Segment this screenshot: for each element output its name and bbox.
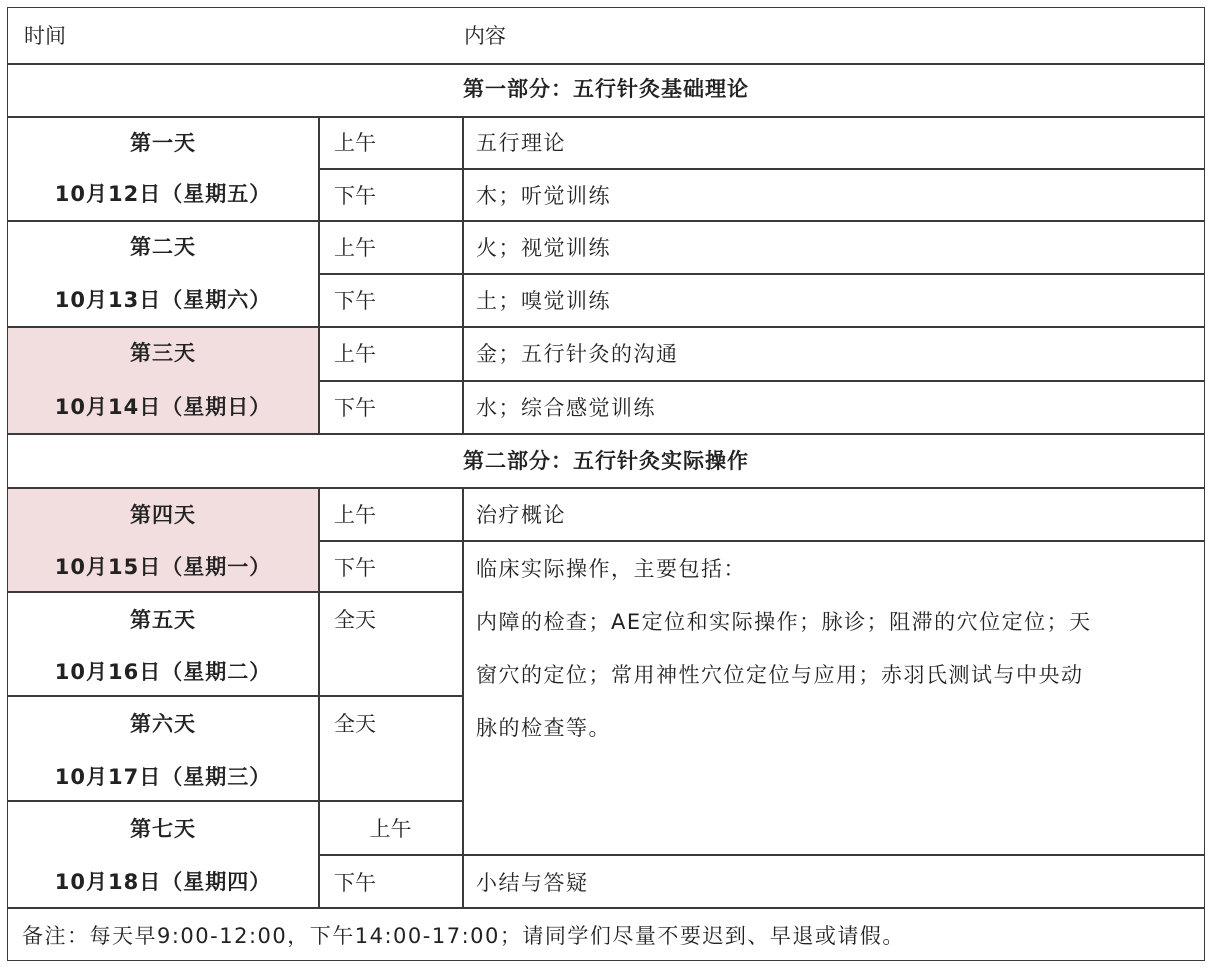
day-date: 10月12日（星期五） xyxy=(54,182,272,206)
footer-note: 备注：每天早9:00-12:00，下午14:00-17:00；请同学们尽量不要迟到、早退或请假。 xyxy=(22,924,905,948)
day-name: 第一天 xyxy=(130,131,196,155)
day-date: 10月14日（星期日） xyxy=(54,395,272,419)
day-name: 第七天 xyxy=(130,817,196,841)
row-divider xyxy=(7,433,1205,435)
clinical-line: 脉的检查等。 xyxy=(476,716,611,740)
column-divider xyxy=(318,116,320,433)
period-label: 上午 xyxy=(334,503,376,527)
column-divider xyxy=(462,116,464,433)
session-divider xyxy=(318,854,1205,856)
section-title: 第二部分：五行针灸实际操作 xyxy=(463,449,749,473)
period-label: 全天 xyxy=(334,712,376,736)
content-cell: 金；五行针灸的沟通 xyxy=(476,342,679,366)
clinical-line: 窗穴的定位；常用神性穴位定位与应用；赤羽氏测试与中央动 xyxy=(476,663,1084,687)
day-date: 10月16日（星期二） xyxy=(54,660,272,684)
period-divider xyxy=(318,591,462,593)
content-cell: 火；视觉训练 xyxy=(476,236,611,260)
session-divider xyxy=(318,380,1205,382)
period-label: 上午 xyxy=(369,817,412,841)
session-divider xyxy=(318,220,1205,222)
day-date: 10月17日（星期三） xyxy=(54,765,272,789)
session-divider xyxy=(318,273,1205,275)
day-name: 第四天 xyxy=(130,503,196,527)
day-divider xyxy=(7,326,318,328)
day-divider xyxy=(7,695,318,697)
day-date: 10月13日（星期六） xyxy=(54,288,272,312)
content-cell: 小结与答疑 xyxy=(476,871,589,895)
content-cell: 五行理论 xyxy=(476,131,566,155)
session-divider xyxy=(318,540,1205,542)
row-divider xyxy=(7,907,1205,909)
day-date: 10月15日（星期一） xyxy=(54,555,272,579)
day-name: 第六天 xyxy=(130,712,196,736)
column-divider xyxy=(462,487,464,907)
day-divider xyxy=(7,591,318,593)
period-label: 下午 xyxy=(334,556,376,580)
session-divider xyxy=(318,168,1205,170)
column-divider xyxy=(318,487,320,907)
period-label: 上午 xyxy=(334,236,376,260)
header-time: 时间 xyxy=(24,24,66,48)
day-divider xyxy=(7,220,318,222)
row-divider xyxy=(7,487,1205,489)
row-divider xyxy=(7,63,1205,65)
content-cell: 治疗概论 xyxy=(476,503,566,527)
period-label: 下午 xyxy=(334,184,376,208)
day-divider xyxy=(7,800,318,802)
day-name: 第三天 xyxy=(130,341,196,365)
day-name: 第五天 xyxy=(130,608,196,632)
period-label: 全天 xyxy=(334,608,376,632)
header-content: 内容 xyxy=(464,24,506,48)
row-divider xyxy=(7,116,1205,118)
clinical-description xyxy=(476,543,1196,755)
clinical-line: 临床实际操作，主要包括： xyxy=(476,557,746,581)
period-label: 上午 xyxy=(334,131,376,155)
session-divider xyxy=(318,326,1205,328)
content-cell: 土；嗅觉训练 xyxy=(476,289,611,313)
content-cell: 水；综合感觉训练 xyxy=(476,396,656,420)
period-label: 下午 xyxy=(334,396,376,420)
period-divider xyxy=(318,695,462,697)
clinical-line: 内障的检查；AE定位和实际操作；脉诊；阻滞的穴位定位；天 xyxy=(476,610,1092,634)
section-title: 第一部分：五行针灸基础理论 xyxy=(463,77,749,101)
day-name: 第二天 xyxy=(130,235,196,259)
period-divider xyxy=(318,800,462,802)
period-label: 下午 xyxy=(334,289,376,313)
period-label: 上午 xyxy=(334,342,376,366)
day-date: 10月18日（星期四） xyxy=(54,870,272,894)
period-label: 下午 xyxy=(334,871,376,895)
content-cell: 木；听觉训练 xyxy=(476,184,611,208)
